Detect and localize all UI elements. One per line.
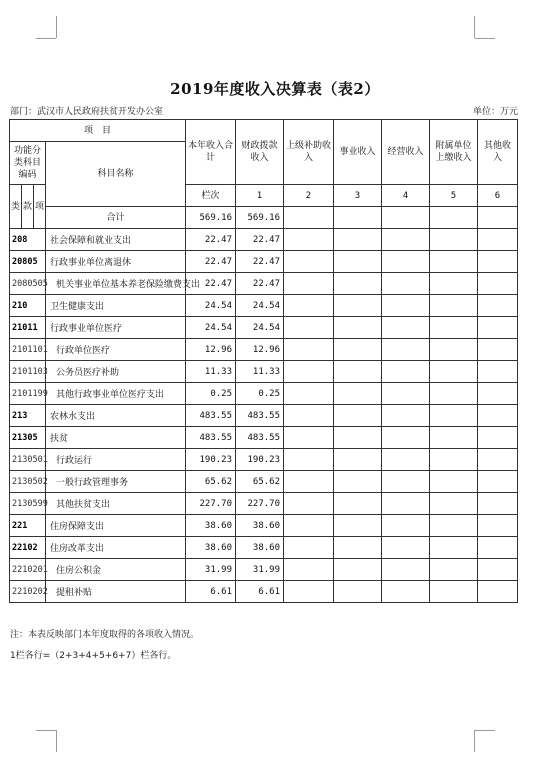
value-total: 227.70 [186,493,236,515]
value-cell [478,493,518,515]
value-fiscal: 22.47 [236,251,284,273]
value-cell [334,361,382,383]
value-cell [382,559,430,581]
value-total: 12.96 [186,339,236,361]
table-row [10,537,518,559]
value-total: 6.61 [186,581,236,603]
subject-name: 其他扶贫支出 [46,493,186,515]
table-row [10,471,518,493]
value-fiscal: 24.54 [236,295,284,317]
value-cell [334,515,382,537]
footnote-2: 1栏各行=（2+3+4+5+6+7）栏各行。 [10,651,177,661]
subject-code: 2101103 [10,361,46,383]
subject-name: 一般行政管理事务 [46,471,186,493]
value-cell [284,559,334,581]
value-fiscal: 483.55 [236,405,284,427]
subject-name: 行政单位医疗 [46,339,186,361]
value-cell [382,273,430,295]
value-cell [382,449,430,471]
value-cell [430,449,478,471]
value-cell [430,427,478,449]
value-cell [430,405,478,427]
header-col-7: 其他收入 [478,120,518,185]
table-row [10,581,518,603]
col-number: 3 [334,185,382,207]
subject-name: 住房改革支出 [46,537,186,559]
table-row [10,273,518,295]
value-cell [430,229,478,251]
value-cell [284,273,334,295]
value-cell [430,339,478,361]
value-cell [382,537,430,559]
subject-name: 社会保障和就业支出 [46,229,186,251]
header-lanci: 栏次 [186,185,236,207]
value-total: 24.54 [186,317,236,339]
header-kuan: 款 [22,185,34,229]
subject-code: 2130599 [10,493,46,515]
subject-code: 22102 [10,537,46,559]
unit-label: 单位：万元 [472,107,518,117]
subject-code: 2080505 [10,273,46,295]
table-row [10,559,518,581]
subject-name: 机关事业单位基本养老保险缴费支出 [46,273,186,295]
total-value [284,207,334,229]
table-row [10,427,518,449]
total-value: 569.16 [186,207,236,229]
value-cell [478,581,518,603]
header-lei: 类 [10,185,22,229]
value-cell [334,317,382,339]
subject-code: 2210201 [10,559,46,581]
value-fiscal: 6.61 [236,581,284,603]
value-fiscal: 24.54 [236,317,284,339]
table-row [10,449,518,471]
subject-name: 农林水支出 [46,405,186,427]
value-cell [334,493,382,515]
subject-code: 20805 [10,251,46,273]
subject-code: 213 [10,405,46,427]
subject-name: 行政运行 [46,449,186,471]
value-cell [430,317,478,339]
value-cell [284,295,334,317]
value-cell [382,383,430,405]
value-cell [382,515,430,537]
crop-mark [475,730,495,731]
value-fiscal: 190.23 [236,449,284,471]
value-cell [334,295,382,317]
value-cell [430,559,478,581]
total-value: 569.16 [236,207,284,229]
value-cell [430,361,478,383]
subject-code: 21305 [10,427,46,449]
value-cell [334,449,382,471]
value-cell [478,229,518,251]
subject-code: 2101199 [10,383,46,405]
col-number: 5 [430,185,478,207]
value-cell [284,493,334,515]
value-cell [430,515,478,537]
value-cell [334,273,382,295]
footnote-1: 注：本表反映部门本年度取得的各项收入情况。 [10,630,200,640]
header-col-5: 经营收入 [382,120,430,185]
value-cell [284,251,334,273]
value-cell [382,471,430,493]
col-number: 4 [382,185,430,207]
value-cell [478,317,518,339]
value-fiscal: 38.60 [236,515,284,537]
value-cell [478,537,518,559]
table-row [10,295,518,317]
col-number: 6 [478,185,518,207]
value-cell [430,251,478,273]
value-cell [430,295,478,317]
value-fiscal: 227.70 [236,493,284,515]
value-cell [382,229,430,251]
value-cell [284,405,334,427]
header-func-code: 功能分类科目编码 [10,142,46,185]
total-value [430,207,478,229]
total-label: 合计 [46,207,186,229]
value-total: 38.60 [186,515,236,537]
crop-mark [474,730,475,752]
col-number: 2 [284,185,334,207]
value-total: 483.55 [186,427,236,449]
value-cell [478,295,518,317]
col-number: 1 [236,185,284,207]
table-row [10,383,518,405]
value-cell [284,449,334,471]
value-cell [478,339,518,361]
value-cell [478,273,518,295]
value-total: 483.55 [186,405,236,427]
income-table [9,119,518,603]
value-total: 31.99 [186,559,236,581]
subject-code: 2130501 [10,449,46,471]
subject-name: 公务员医疗补助 [46,361,186,383]
value-cell [334,427,382,449]
value-total: 38.60 [186,537,236,559]
value-cell [478,515,518,537]
value-cell [478,383,518,405]
value-cell [382,427,430,449]
subject-code: 208 [10,229,46,251]
value-cell [430,273,478,295]
value-cell [382,317,430,339]
value-total: 190.23 [186,449,236,471]
value-cell [334,559,382,581]
table-row [10,493,518,515]
table-row [10,405,518,427]
value-total: 22.47 [186,229,236,251]
value-cell [478,427,518,449]
header-col-2: 财政拨款收入 [236,120,284,185]
value-cell [382,493,430,515]
header-xiangmu: 项 目 [10,120,186,142]
subject-name: 行政事业单位离退休 [46,251,186,273]
value-fiscal: 38.60 [236,537,284,559]
table-row [10,229,518,251]
subject-code: 2130502 [10,471,46,493]
value-total: 24.54 [186,295,236,317]
subject-code: 2101101 [10,339,46,361]
subject-code: 210 [10,295,46,317]
subject-code: 221 [10,515,46,537]
total-value [382,207,430,229]
table-row [10,251,518,273]
crop-mark [56,16,57,38]
total-value [478,207,518,229]
value-cell [478,251,518,273]
crop-mark [475,38,495,39]
value-cell [478,471,518,493]
value-cell [334,471,382,493]
value-cell [284,471,334,493]
header-col-6: 附属单位上缴收入 [430,120,478,185]
department-label: 部门：武汉市人民政府扶贫开发办公室 [10,107,164,117]
subject-name: 行政事业单位医疗 [46,317,186,339]
header-xiang: 项 [34,185,46,229]
value-cell [430,383,478,405]
value-cell [382,251,430,273]
value-cell [430,581,478,603]
value-cell [284,317,334,339]
value-cell [382,339,430,361]
header-col-1: 本年收入合计 [186,120,236,185]
subject-name: 提租补贴 [46,581,186,603]
value-cell [284,427,334,449]
crop-mark [36,38,56,39]
value-total: 22.47 [186,273,236,295]
subject-name: 其他行政事业单位医疗支出 [46,383,186,405]
page-title: 2019年度收入决算表（表2） [170,80,380,98]
value-total: 22.47 [186,251,236,273]
value-cell [382,405,430,427]
crop-mark [36,730,56,731]
value-cell [334,229,382,251]
value-cell [284,229,334,251]
value-cell [478,361,518,383]
value-fiscal: 65.62 [236,471,284,493]
value-cell [382,581,430,603]
subject-name: 卫生健康支出 [46,295,186,317]
value-fiscal: 483.55 [236,427,284,449]
value-cell [334,339,382,361]
subject-code: 21011 [10,317,46,339]
crop-mark [56,730,57,752]
value-fiscal: 12.96 [236,339,284,361]
value-cell [284,537,334,559]
value-fiscal: 31.99 [236,559,284,581]
header-col-4: 事业收入 [334,120,382,185]
table-row [10,339,518,361]
value-cell [478,449,518,471]
value-cell [382,361,430,383]
subject-name: 扶贫 [46,427,186,449]
subject-name: 住房保障支出 [46,515,186,537]
header-kemu-name: 科目名称 [46,142,186,207]
subject-code: 2210202 [10,581,46,603]
value-cell [334,251,382,273]
value-cell [430,471,478,493]
value-cell [284,383,334,405]
value-fiscal: 0.25 [236,383,284,405]
value-fiscal: 22.47 [236,229,284,251]
value-cell [430,493,478,515]
value-cell [284,581,334,603]
value-cell [334,383,382,405]
table-row [10,317,518,339]
value-cell [478,559,518,581]
value-total: 65.62 [186,471,236,493]
table-row [10,361,518,383]
value-cell [430,537,478,559]
value-cell [478,405,518,427]
header-col-3: 上级补助收入 [284,120,334,185]
crop-mark [474,16,475,38]
value-cell [284,339,334,361]
value-total: 11.33 [186,361,236,383]
table-row [10,515,518,537]
value-cell [334,537,382,559]
value-cell [284,361,334,383]
total-value [334,207,382,229]
value-cell [382,295,430,317]
value-fiscal: 11.33 [236,361,284,383]
value-cell [284,515,334,537]
value-cell [334,581,382,603]
value-fiscal: 22.47 [236,273,284,295]
table-body [10,229,518,603]
subject-name: 住房公积金 [46,559,186,581]
value-cell [334,405,382,427]
value-total: 0.25 [186,383,236,405]
